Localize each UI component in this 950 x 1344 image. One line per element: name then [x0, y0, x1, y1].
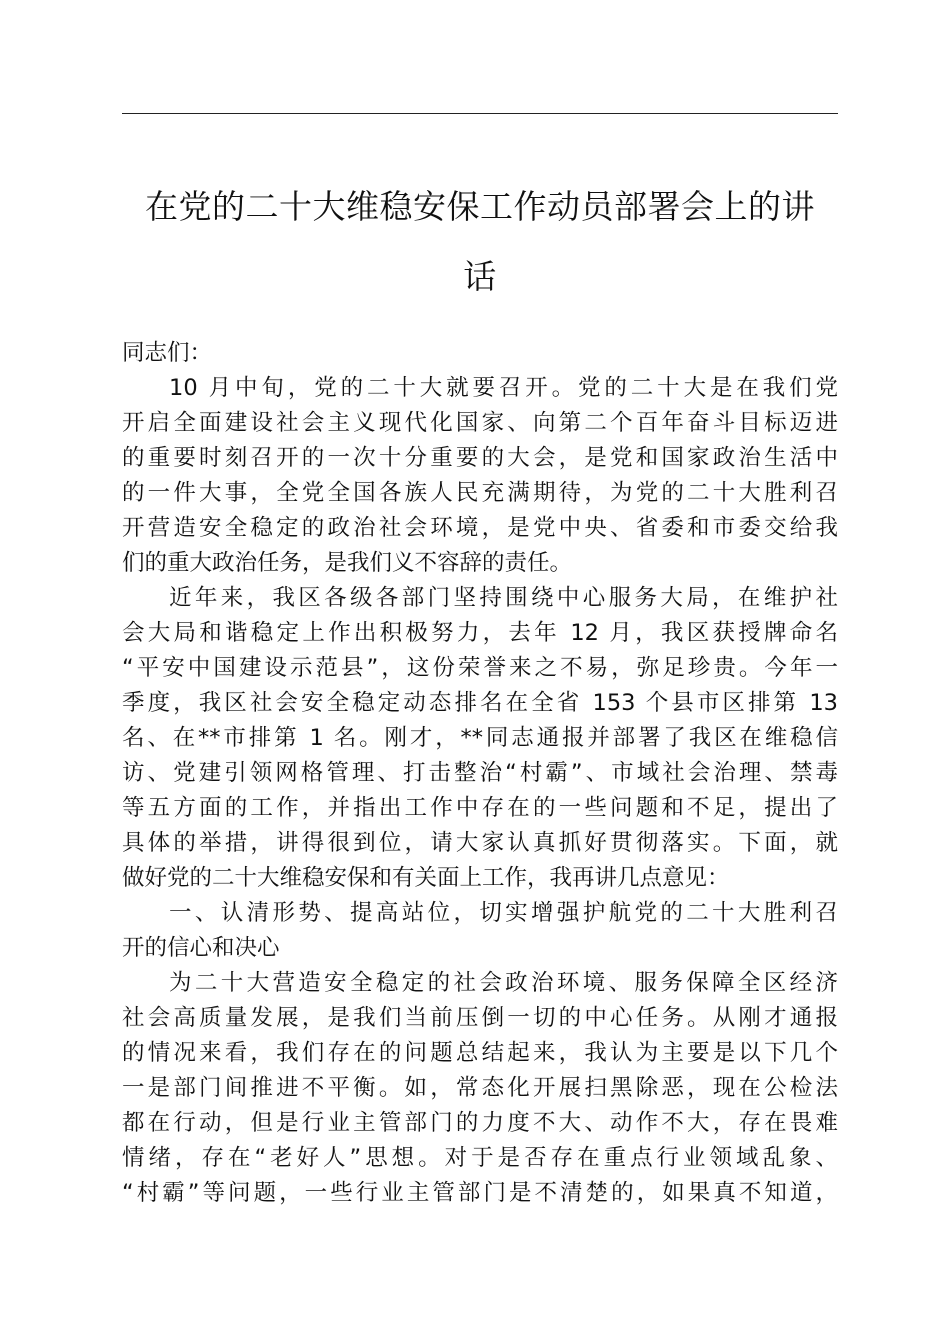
speech-body	[122, 336, 838, 1211]
body-line: 季度，我区社会安全稳定动态排名在全省 153 个县市区排第 13	[122, 690, 838, 716]
title-line: 话	[463, 257, 497, 296]
body-line: 开营造安全稳定的政治社会环境，是党中央、省委和市委交给我	[122, 515, 838, 541]
salutation: 同志们：	[122, 340, 213, 366]
body-line: 的重要时刻召开的一次十分重要的大会，是党和国家政治生活中	[122, 445, 838, 471]
body-line: 的情况来看，我们存在的问题总结起来，我认为主要是以下几个	[122, 1040, 838, 1066]
body-line: 会大局和谐稳定上作出积极努力，去年 12 月，我区获授牌命名	[122, 620, 838, 646]
body-line: 具体的举措，讲得很到位，请大家认真抓好贯彻落实。下面，就	[122, 830, 838, 856]
page-title	[122, 172, 838, 312]
title-line: 在党的二十大维稳安保工作动员部署会上的讲	[145, 187, 815, 226]
body-line: 做好党的二十大维稳安保和有关面上工作，我再讲几点意见：	[122, 865, 730, 891]
section-heading-line: 一、认清形势、提高站位，切实增强护航党的二十大胜利召	[169, 900, 838, 926]
body-line: 都在行动，但是行业主管部门的力度不大、动作不大，存在畏难	[122, 1110, 838, 1136]
section-heading-line: 开的信心和决心	[122, 935, 280, 961]
body-line: “平安中国建设示范县”，这份荣誉来之不易，弥足珍贵。今年一	[122, 655, 838, 681]
body-line: 情绪，存在“老好人”思想。对于是否存在重点行业领域乱象、	[122, 1145, 838, 1171]
body-line: 一是部门间推进不平衡。如，常态化开展扫黑除恶，现在公检法	[122, 1075, 838, 1101]
header-rule	[122, 113, 838, 114]
body-line: 等五方面的工作，并指出工作中存在的一些问题和不足，提出了	[122, 795, 838, 821]
body-line: 名、在**市排第 1 名。刚才，**同志通报并部署了我区在维稳信	[122, 725, 838, 751]
body-line: 近年来，我区各级各部门坚持围绕中心服务大局，在维护社	[169, 585, 838, 611]
body-line: “村霸”等问题，一些行业主管部门是不清楚的，如果真不知道，	[122, 1180, 838, 1206]
body-line: 10 月中旬，党的二十大就要召开。党的二十大是在我们党	[169, 375, 838, 401]
body-line: 社会高质量发展，是我们当前压倒一切的中心任务。从刚才通报	[122, 1005, 838, 1031]
body-line: 们的重大政治任务，是我们义不容辞的责任。	[122, 550, 573, 576]
body-line: 为二十大营造安全稳定的社会政治环境、服务保障全区经济	[169, 970, 838, 996]
body-line: 访、党建引领网格管理、打击整治“村霸”、市域社会治理、禁毒	[122, 760, 838, 786]
body-line: 开启全面建设社会主义现代化国家、向第二个百年奋斗目标迈进	[122, 410, 838, 436]
body-line: 的一件大事，全党全国各族人民充满期待，为党的二十大胜利召	[122, 480, 838, 506]
